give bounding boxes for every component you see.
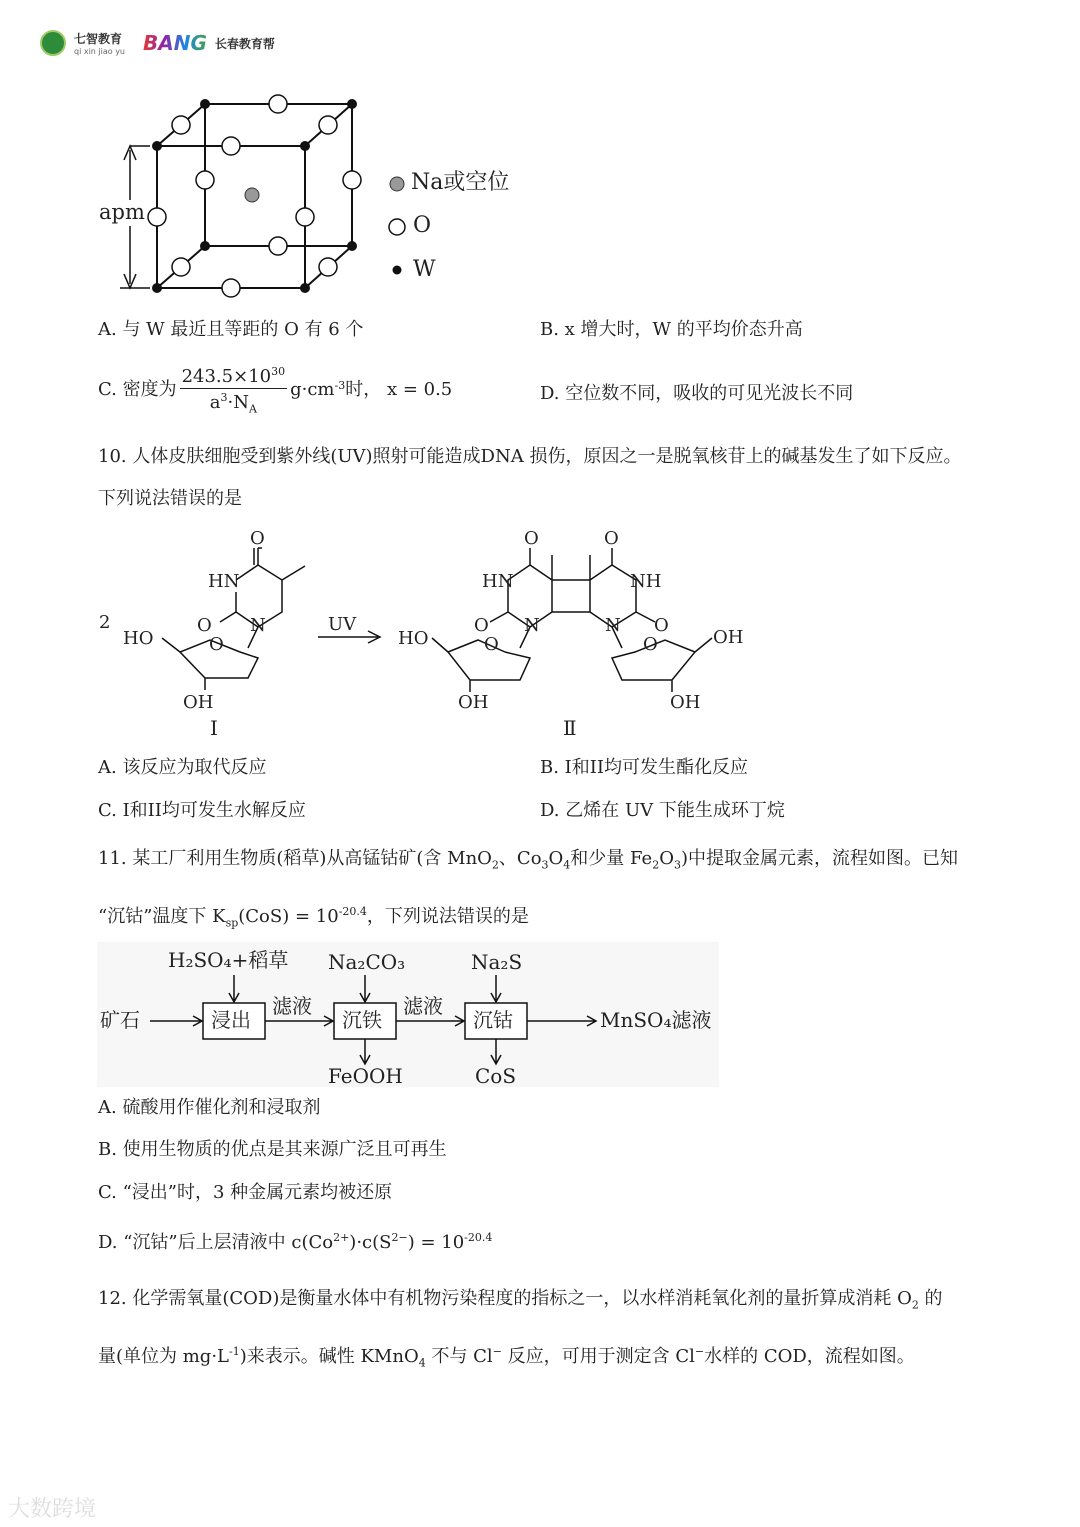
legend-w-label: W (413, 257, 436, 282)
flow-reagent-2: Na₂CO₃ (328, 950, 406, 974)
atom-NH: NH (630, 571, 662, 592)
atom-N: N (524, 615, 540, 636)
s: )·c(S (349, 1232, 392, 1253)
sup: 2− (391, 1231, 408, 1244)
q11-option-a: A. 硫酸用作催化剂和浸取剂 (98, 1097, 321, 1118)
flow-step-cobalt: 沉钴 (473, 1008, 513, 1032)
atom-HO: HO (398, 628, 429, 649)
s: )中提取金属元素，流程如图。已知 (680, 848, 958, 869)
q9-option-a: A. 与 W 最近且等距的 O 有 6 个 (98, 319, 364, 340)
atom-HN: HN (482, 571, 514, 592)
sup: − (492, 1345, 502, 1358)
atom-O: O (604, 528, 619, 549)
label-II: Ⅱ (563, 716, 577, 740)
atom-O: O (197, 615, 212, 636)
density-fraction (180, 366, 288, 415)
q11-option-b: B. 使用生物质的优点是其来源广泛且可再生 (98, 1139, 447, 1160)
sup: -1 (229, 1345, 240, 1358)
q10-option-b: B. I和II均可发生酯化反应 (540, 757, 749, 778)
s: 量(单位为 mg·L (98, 1346, 230, 1367)
q10-stem-line1: 10. 人体皮肤细胞受到紫外线(UV)照射可能造成DNA 损伤，原因之一是脱氧核苷上的碱基发生了如下反应。 (98, 446, 962, 467)
sub: 2 (652, 858, 660, 872)
atom-OH: OH (183, 692, 214, 713)
legend-w-icon (393, 266, 402, 275)
s: 的 (918, 1288, 943, 1309)
molecule-I (162, 548, 305, 690)
lattice-a-label: apm (99, 200, 145, 224)
s: O (548, 848, 564, 869)
s: D. “沉钴”后上层清液中 c(Co (98, 1232, 334, 1253)
q11-option-c: C. “浸出”时，3 种金属元素均被还原 (98, 1182, 393, 1203)
flow-reagent-3: Na₂S (471, 950, 523, 974)
s: )来表示。碱性 KMnO (239, 1346, 419, 1367)
sub: sp (225, 916, 239, 930)
sub: 3 (541, 858, 549, 872)
s: 不与 Cl (425, 1346, 493, 1367)
s: ，下列说法错误的是 (366, 906, 529, 927)
na-atom (245, 188, 259, 202)
atom-N: N (250, 615, 266, 636)
s: (CoS) = 10 (238, 906, 339, 927)
s: 反应，可用于测定含 Cl (501, 1346, 695, 1367)
den-exp: 3 (220, 391, 228, 404)
sup: -20.4 (338, 905, 367, 918)
atom-O: O (209, 634, 224, 655)
atom-O: O (484, 634, 499, 655)
sub: 2 (491, 858, 499, 872)
flow-reagent-1: H₂SO₄+稻草 (168, 948, 289, 972)
s: 和少量 Fe (570, 848, 653, 869)
uv-label: UV (328, 614, 357, 635)
atom-O: O (643, 634, 658, 655)
watermark: 大数跨境 (8, 1497, 97, 1522)
flow-ore: 矿石 (100, 1008, 140, 1032)
atom-O: O (524, 528, 539, 549)
flow-step-leaching: 浸出 (211, 1008, 251, 1032)
q10-option-a: A. 该反应为取代反应 (98, 757, 267, 778)
legend-na-icon (390, 177, 404, 191)
legend-o-label: O (413, 213, 432, 238)
unit-exp: -3 (334, 379, 346, 392)
q9-c-prefix: C. 密度为 (98, 379, 177, 401)
q10-stem-line2: 下列说法错误的是 (98, 488, 242, 509)
num: 243.5×10 (181, 366, 272, 387)
q11-option-d (98, 1232, 492, 1252)
num-exp: 30 (271, 365, 286, 378)
sub: 3 (673, 858, 681, 872)
sub: 4 (418, 1356, 426, 1370)
q12-stem-line2 (98, 1346, 915, 1369)
logo1-cn: 七智教育 (74, 32, 123, 46)
s: 水样的 COD，流程如图。 (704, 1346, 915, 1367)
scheme-coefficient: 2 (99, 612, 111, 633)
atom-OH: OH (713, 627, 744, 648)
sup: -20.4 (464, 1231, 493, 1244)
sub: 4 (563, 858, 571, 872)
q9-c-suffix: 时， x = 0.5 (345, 379, 453, 401)
flow-filtrate-2: 滤液 (403, 994, 443, 1018)
atom-OH: OH (458, 692, 489, 713)
q10-option-c: C. I和II均可发生水解反应 (98, 800, 306, 821)
atom-O: O (474, 615, 489, 636)
s: 12. 化学需氧量(COD)是衡量水体中有机物污染程度的指标之一，以水样消耗氧化剂的量折算成消耗 O (98, 1288, 912, 1309)
sup: 2+ (333, 1231, 350, 1244)
fraction-denominator (210, 389, 257, 415)
s: 11. 某工厂利用生物质(稻草)从高锰钴矿(含 MnO (98, 848, 492, 869)
den: a (209, 392, 221, 413)
s: 、Co (498, 848, 542, 869)
sup: − (694, 1345, 705, 1358)
s: ) = 10 (407, 1232, 465, 1253)
unit: g·cm (290, 379, 335, 401)
logo2-brand: BANG (143, 31, 207, 55)
s: “沉钴”温度下 K (98, 906, 226, 927)
flow-ppt-feooh: FeOOH (328, 1064, 403, 1088)
atom-HN: HN (208, 571, 240, 592)
legend-na-label: Na或空位 (411, 170, 510, 195)
logo2-cn: 长春教育帮 (214, 36, 275, 51)
legend-o-icon (389, 219, 405, 235)
flow-filtrate-1: 滤液 (272, 994, 312, 1018)
den-rest: ·N (227, 392, 249, 413)
atom-O: O (654, 615, 669, 636)
q9-option-b: B. x 增大时，W 的平均价态升高 (540, 319, 803, 340)
crystal-cell-figure (120, 104, 352, 288)
den-sub: A (248, 402, 257, 416)
q9-option-d: D. 空位数不同，吸收的可见光波长不同 (540, 383, 854, 404)
atom-HO: HO (123, 628, 154, 649)
flow-step-iron: 沉铁 (342, 1008, 382, 1032)
s: O (659, 848, 674, 869)
flow-product: MnSO₄滤液 (600, 1008, 712, 1032)
q12-stem-line1 (98, 1290, 943, 1311)
sub: 2 (911, 1298, 919, 1312)
fraction-numerator (180, 366, 288, 389)
flow-ppt-cos: CoS (475, 1064, 517, 1088)
q11-stem-line1 (98, 850, 958, 871)
atom-N: N (605, 615, 621, 636)
q10-option-d: D. 乙烯在 UV 下能生成环丁烷 (540, 800, 785, 821)
atom-O: O (250, 528, 265, 549)
atom-OH: OH (670, 692, 701, 713)
q11-stem-line2 (98, 906, 529, 929)
label-I: I (210, 716, 218, 740)
q9-option-c (98, 366, 452, 415)
logo1-en: qi xin jiao yu (74, 47, 126, 56)
